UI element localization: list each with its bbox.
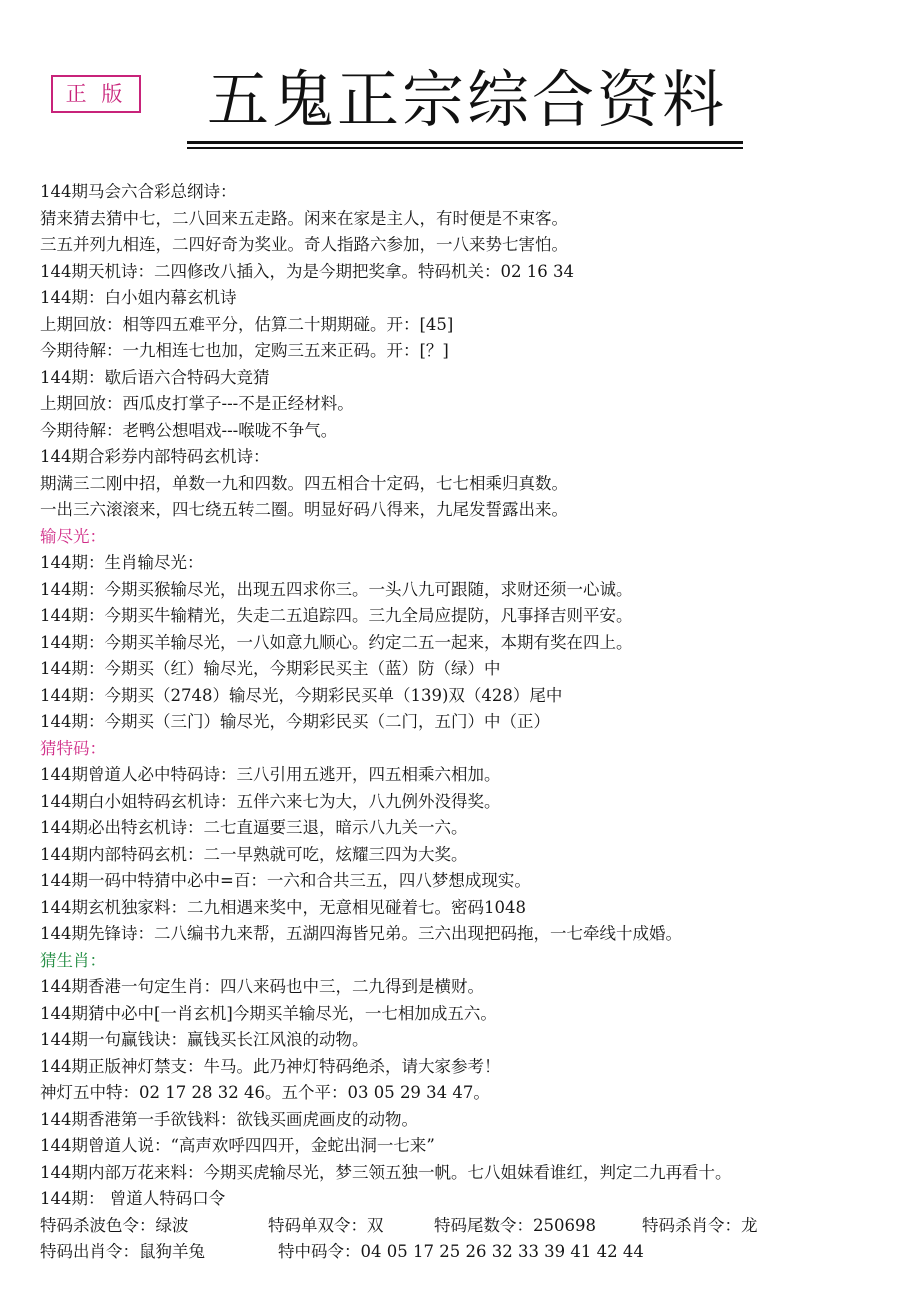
text-line: 144期：今期买（三门）输尽光，今期彩民买（二门，五门）中（正） [40, 712, 550, 731]
text-line: 上期回放：西瓜皮打掌子---不是正经材料。 [40, 394, 354, 413]
title-underline-bottom [187, 147, 743, 149]
text-line: 144期猜中必中[一肖玄机]今期买羊输尽光，一七相加成五六。 [40, 1003, 497, 1023]
section-heading-guess-special: 猜特码： [40, 738, 106, 758]
command-row [40, 1239, 890, 1266]
text-line: 144期： 曾道人特码口令 [40, 1189, 226, 1208]
genuine-badge: 正 版 [51, 75, 141, 113]
section-heading-guess-zodiac: 猜生肖： [40, 950, 106, 970]
text-line: 144期玄机独家料：二九相遇来奖中，无意相见碰着七。密码1048 [40, 897, 526, 917]
text-line: 144期曾道人说：“高声欢呼四四开，金蛇出洞一七来” [40, 1136, 435, 1155]
text-line: 144期：今期买（2748）输尽光，今期彩民买单（139)双（428）尾中 [40, 685, 563, 705]
text-line: 144期：歇后语六合特码大竞猜 [40, 367, 270, 387]
text-line: 144期曾道人必中特码诗：三八引用五逃开，四五相乘六相加。 [40, 765, 501, 784]
text-line: 144期先锋诗：二八编书九来帮，五湖四海皆兄弟。三六出现把码拖，一七牵线十成婚。 [40, 924, 682, 943]
command-item: 特码出肖令：鼠狗羊兔 [40, 1242, 205, 1261]
page-title: 五鬼正宗综合资料 [206, 63, 727, 136]
text-line: 144期合彩券内部特码玄机诗： [40, 447, 270, 466]
text-line: 144期正版神灯禁支：牛马。此乃神灯特码绝杀，请大家参考！ [40, 1056, 501, 1076]
text-line: 144期：生肖输尽光： [40, 553, 204, 572]
title-underline-top [187, 141, 743, 144]
text-line: 144期白小姐特码玄机诗：五伴六来七为大，八九例外没得奖。 [40, 791, 501, 811]
text-line: 上期回放：相等四五难平分，估算二十期期碰。开：[45] [40, 314, 454, 334]
command-item: 特码杀肖令：龙 [642, 1215, 758, 1235]
text-line: 今期待解：老鸭公想唱戏---喉咙不争气。 [40, 420, 338, 440]
text-line: 144期：白小姐内幕玄机诗 [40, 288, 237, 307]
section-heading-lose-all: 输尽光： [40, 526, 106, 546]
text-line: 猜来猜去猜中七，二八回来五走路。闲来在家是主人，有时便是不束客。 [40, 208, 568, 228]
text-line: 144期：今期买猴输尽光，出现五四求你三。一头八九可跟随，求财还须一心诚。 [40, 579, 633, 599]
text-line: 144期：今期买（红）输尽光，今期彩民买主（蓝）防（绿）中 [40, 659, 501, 678]
text-line: 今期待解：一九相连七也加，定购三五来正码。开：[？] [40, 341, 449, 360]
text-line: 144期内部特码玄机：二一早熟就可吃，炫耀三四为大奖。 [40, 844, 468, 864]
text-line: 144期一码中特猜中必中=百：一六和合共三五，四八梦想成现实。 [40, 871, 531, 890]
text-line: 144期：今期买牛输精光，失走二五追踪四。三九全局应提防，凡事择吉则平安。 [40, 606, 633, 625]
command-row [40, 1213, 890, 1240]
text-line: 神灯五中特：02 17 28 32 46。五个平：03 05 29 34 47。 [40, 1083, 490, 1102]
text-line: 144期香港一句定生肖：四八来码也中三，二九得到是横财。 [40, 977, 484, 996]
text-line: 144期一句赢钱诀：赢钱买长江风浪的动物。 [40, 1030, 369, 1049]
text-line: 144期天机诗：二四修改八插入，为是今期把奖拿。特码机关：02 16 34 [40, 261, 574, 281]
text-line: 144期必出特玄机诗：二七直逼要三退，暗示八九关一六。 [40, 818, 468, 837]
text-line: 144期：今期买羊输尽光，一八如意九顺心。约定二五一起来，本期有奖在四上。 [40, 632, 633, 652]
text-line: 144期香港第一手欲钱料：欲钱买画虎画皮的动物。 [40, 1109, 418, 1129]
command-item: 特码单双令：双 [268, 1215, 384, 1235]
command-item: 特码杀波色令：绿波 [40, 1215, 189, 1235]
text-line: 期满三二刚中招，单数一九和四数。四五相合十定码，七七相乘归真数。 [40, 473, 568, 493]
text-line: 144期马会六合彩总纲诗： [40, 182, 237, 201]
command-item: 特中码令：04 05 17 25 26 32 33 39 41 42 44 [278, 1242, 644, 1261]
document-body [40, 179, 890, 1266]
text-line: 144期内部万花来料：今期买虎输尽光，梦三领五独一帆。七八姐妹看谁红，判定二九再看十。 [40, 1162, 732, 1182]
command-item: 特码尾数令：250698 [434, 1215, 596, 1235]
text-line: 一出三六滚滚来，四七绕五转二圈。明显好码八得来，九尾发誓露出来。 [40, 500, 568, 519]
text-line: 三五并列九相连，二四好奇为奖业。奇人指路六参加，一八来势七害怕。 [40, 235, 568, 254]
